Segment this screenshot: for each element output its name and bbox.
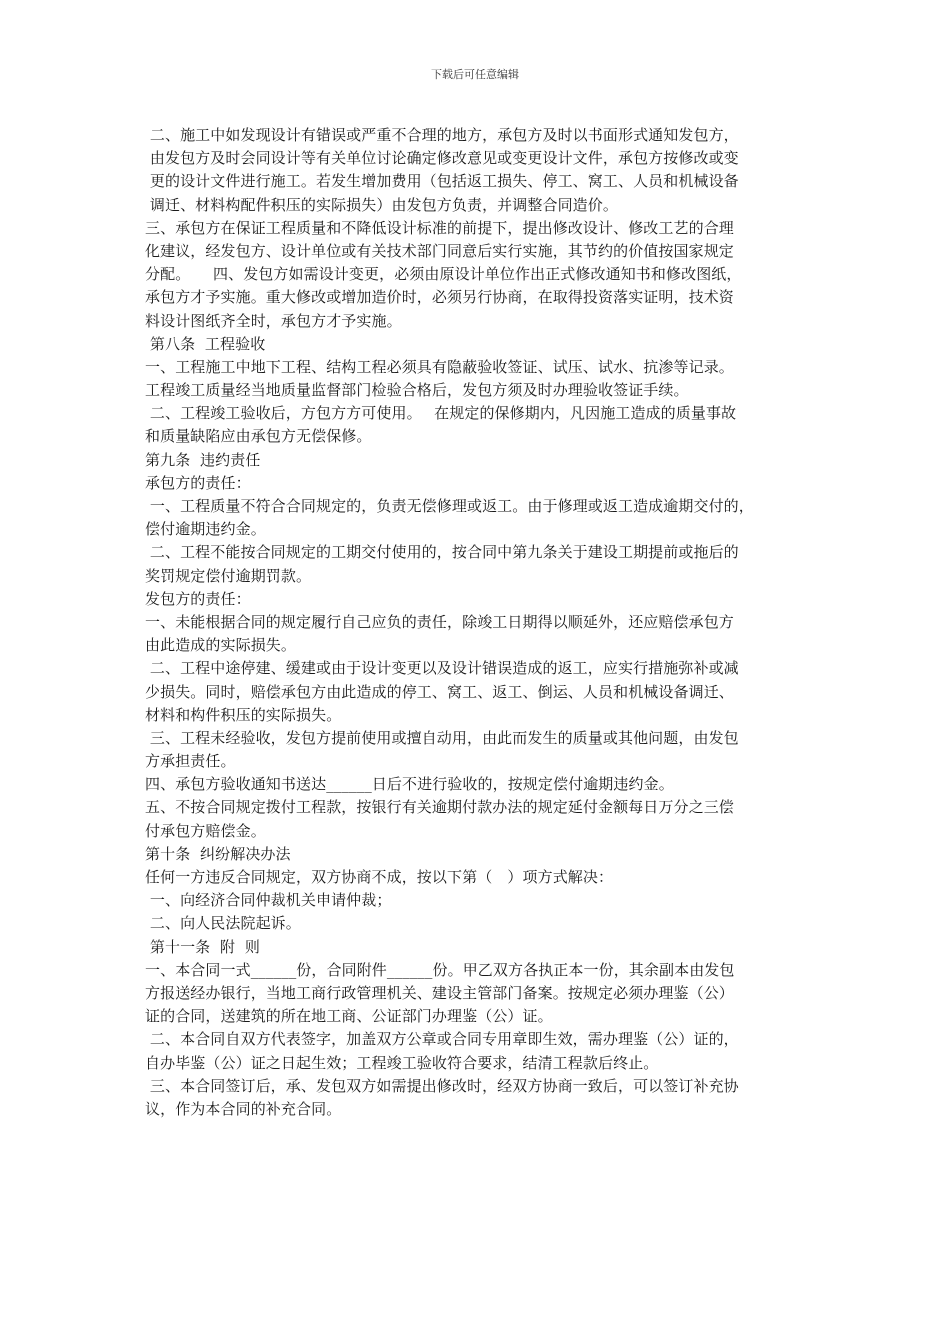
text-line: 第十条 纠纷解决办法 xyxy=(145,844,291,863)
text-line: 一、工程质量不符合合同规定的，负责无偿修理或返工。由于修理或返工造成逾期交付的， xyxy=(145,497,754,515)
text-line: 化建议，经发包方、设计单位或有关技术部门同意后实行实施，其节约的价值按国家规定 xyxy=(145,241,734,260)
text-line: 料设计图纸齐全时，承包方才予实施。 xyxy=(145,311,402,330)
text-line: 材料和构件积压的实际损失。 xyxy=(145,705,342,724)
text-line: 第九条 违约责任 xyxy=(145,450,261,469)
text-line: 一、向经济合同仲裁机关申请仲裁； xyxy=(145,891,392,910)
page-header: 下载后可任意编辑 xyxy=(431,68,519,81)
text-line: 承包方才予实施。重大修改或增加造价时，必须另行协商，在取得投资落实证明，技术资 xyxy=(145,288,734,307)
document-body xyxy=(145,124,825,1121)
text-line: 调迁、材料构配件积压的实际损失）由发包方负责，并调整合同造价。 xyxy=(145,195,618,214)
text-line: 二、向人民法院起诉。 xyxy=(145,914,301,933)
text-line: 第八条 工程验收 xyxy=(145,334,266,353)
text-line: 工程竣工质量经当地质量监督部门检验合格后，发包方须及时办理验收签证手续。 xyxy=(145,381,689,400)
text-line: 方报送经办银行，当地工商行政管理机关、建设主管部门备案。按规定必须办理鉴（公） xyxy=(145,983,734,1002)
text-line: 由发包方及时会同设计等有关单位讨论确定修改意见或变更设计文件，承包方按修改或变 xyxy=(145,149,739,168)
text-line: 三、承包方在保证工程质量和不降低设计标准的前提下，提出修改设计、修改工艺的合理 xyxy=(145,218,734,237)
text-line: 四、承包方验收通知书送达______日后不进行验收的，按规定偿付逾期违约金。 xyxy=(145,775,674,794)
text-line: 二、工程不能按合同规定的工期交付使用的，按合同中第九条关于建设工期提前或拖后的 xyxy=(145,543,739,562)
text-line: 一、未能根据合同的规定履行自己应负的责任，除竣工日期得以顺延外，还应赔偿承包方 xyxy=(145,612,734,631)
text-line: 方承担责任。 xyxy=(145,752,236,771)
text-line: 和质量缺陷应由承包方无偿保修。 xyxy=(145,427,372,446)
text-line: 分配。 四、发包方如需设计变更，必须由原设计单位作出正式修改通知书和修改图纸， xyxy=(145,265,742,284)
text-line: 一、工程施工中地下工程、结构工程必须具有隐蔽验收签证、试压、试水、抗渗等记录。 xyxy=(145,357,734,376)
text-line: 五、不按合同规定拨付工程款，按银行有关逾期付款办法的规定延付金额每日万分之三偿 xyxy=(145,798,734,817)
text-line: 更的设计文件进行施工。若发生增加费用（包括返工损失、停工、窝工、人员和机械设备 xyxy=(145,172,739,191)
text-line: 二、本合同自双方代表签字，加盖双方公章或合同专用章即生效，需办理鉴（公）证的， xyxy=(145,1030,739,1049)
text-line: 第十一条 附 则 xyxy=(145,937,260,956)
text-line: 少损失。同时，赔偿承包方由此造成的停工、窝工、返工、倒运、人员和机械设备调迁、 xyxy=(145,682,734,701)
text-line: 三、工程未经验收，发包方提前使用或擅自动用，由此而发生的质量或其他问题，由发包 xyxy=(145,728,739,747)
text-line: 付承包方赔偿金。 xyxy=(145,821,266,840)
text-line: 承包方的责任： xyxy=(145,473,251,492)
text-line: 由此造成的实际损失。 xyxy=(145,636,297,655)
text-line: 三、本合同签订后，承、发包双方如需提出修改时，经双方协商一致后，可以签订补充协 xyxy=(145,1076,739,1095)
text-line: 任何一方违反合同规定，双方协商不成，按以下第（ ）项方式解决： xyxy=(145,868,614,886)
text-line: 二、工程竣工验收后，方包方方可使用。 在规定的保修期内，凡因施工造成的质量事故 xyxy=(145,404,737,423)
text-line: 偿付逾期违约金。 xyxy=(145,520,266,539)
text-line: 自办毕鉴（公）证之日起生效；工程竣工验收符合要求，结清工程款后终止。 xyxy=(145,1053,659,1072)
text-line: 二、工程中途停建、缓建或由于设计变更以及设计错误造成的返工，应实行措施弥补或减 xyxy=(145,659,739,678)
text-line: 二、施工中如发现设计有错误或严重不合理的地方，承包方及时以书面形式通知发包方， xyxy=(145,126,739,144)
text-line: 奖罚规定偿付逾期罚款。 xyxy=(145,566,312,585)
text-line: 一、本合同一式______份，合同附件______份。甲乙双方各执正本一份，其余副本由发包 xyxy=(145,960,735,979)
text-line: 证的合同，送建筑的所在地工商、公证部门办理鉴（公）证。 xyxy=(145,1007,553,1026)
text-line: 议，作为本合同的补充合同。 xyxy=(145,1099,342,1118)
text-line: 发包方的责任： xyxy=(145,589,251,608)
